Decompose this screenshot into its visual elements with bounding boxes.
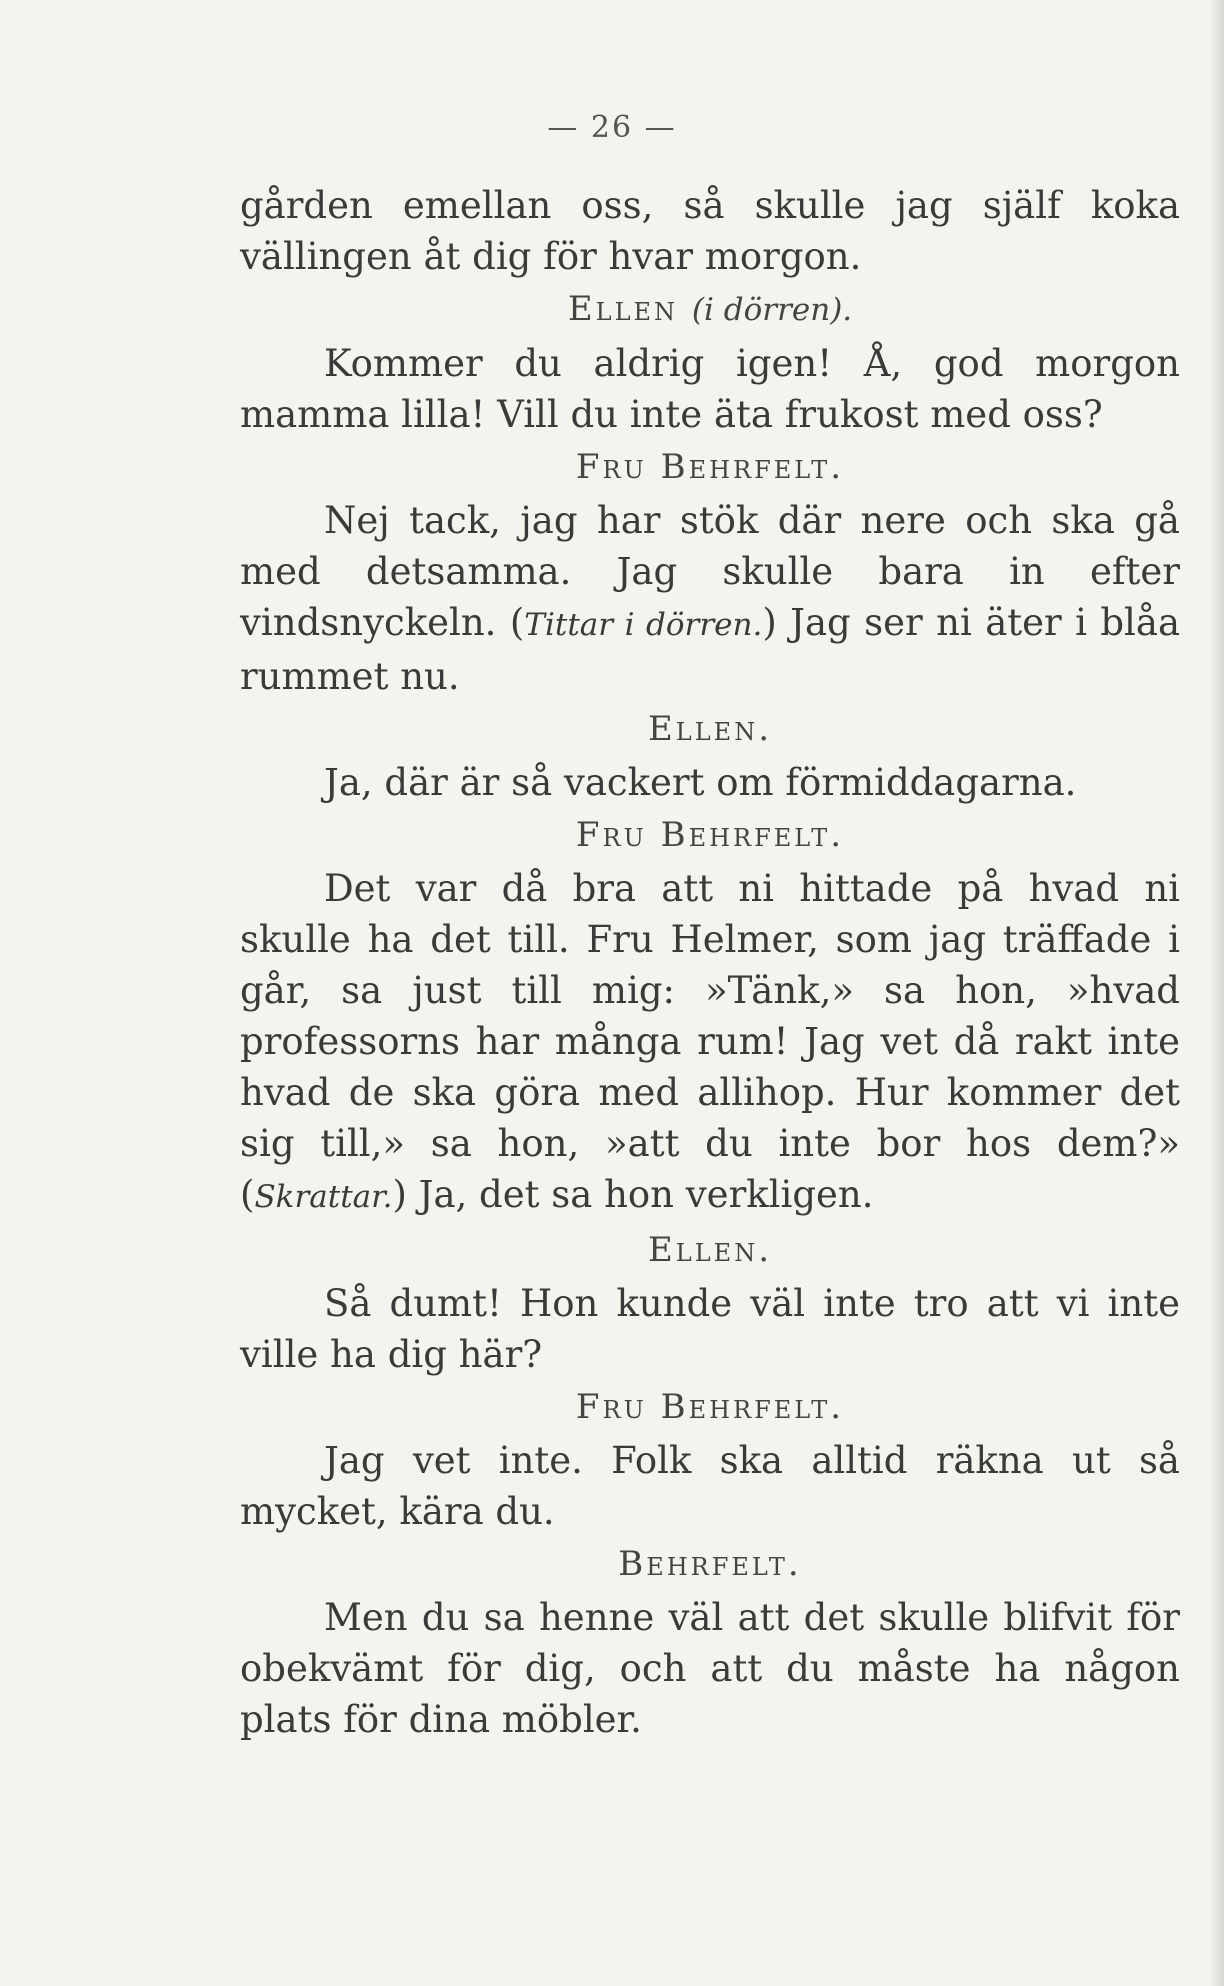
dialogue-paragraph	[240, 495, 1180, 702]
speaker-name	[240, 1382, 1180, 1433]
play-text	[240, 180, 1180, 1745]
dialogue-paragraph	[240, 1278, 1180, 1380]
speaker-label: Fru Behrfelt.	[575, 1387, 845, 1427]
dialogue-paragraph	[240, 180, 1180, 282]
dialogue-text: (	[509, 601, 525, 644]
speaker-name	[240, 284, 1180, 336]
dialogue-text: gården emellan oss, så skulle jag själf koka vällingen åt dig för hvar morgon.	[240, 184, 1180, 278]
page-number: — 26 —	[547, 110, 677, 145]
dialogue-text: Men du sa henne väl att det skulle blifvit för obekvämt för dig, och att du måste ha någon plats för dina möbler.	[240, 1596, 1180, 1741]
speaker-name	[240, 442, 1180, 493]
dialogue-text: Ja, där är så vackert om förmiddagarna.	[324, 761, 1077, 804]
dialogue-text: Kommer du aldrig igen! Å, god morgon mamma lilla! Vill du inte äta frukost med oss?	[240, 342, 1180, 436]
speaker-name	[240, 810, 1180, 861]
dialogue-text: Så dumt! Hon kunde väl inte tro att vi inte ville ha dig här?	[240, 1282, 1180, 1376]
dialogue-paragraph	[240, 757, 1180, 808]
dialogue-text: ) Ja, det sa hon verkligen.	[392, 1173, 874, 1216]
dialogue-text: Jag vet inte. Folk ska alltid räkna ut så mycket, kära du.	[240, 1439, 1180, 1533]
dialogue-text: Det var då bra att ni hittade på hvad ni skulle ha det till. Fru Helmer, som jag träffade i går, sa just till mig: »Tänk,» sa hon, »hvad professorns har många rum! Jag vet då rakt inte hvad de ska göra med allihop. Hur kommer det sig till,» sa hon, »att du inte bor hos dem?» (	[240, 867, 1180, 1216]
stage-direction: Skrattar.	[254, 1179, 393, 1215]
speaker-name	[240, 1225, 1180, 1276]
dialogue-text: Nej tack, jag har stök där nere och ska gå med detsamma. Jag skulle bara in efter vindsnyckeln.	[240, 499, 1180, 644]
speaker-label: Fru Behrfelt.	[575, 447, 845, 487]
stage-direction: Tittar i dörren.	[524, 607, 763, 643]
dialogue-paragraph	[240, 1435, 1180, 1537]
dialogue-text: ) Jag ser ni äter i blåa rummet nu.	[240, 601, 1180, 698]
speaker-label: Behrfelt.	[618, 1544, 802, 1584]
speaker-label: Ellen.	[647, 1230, 773, 1270]
speaker-name	[240, 704, 1180, 755]
page-edge	[1210, 0, 1224, 1986]
speaker-label: Ellen	[567, 289, 679, 329]
dialogue-paragraph	[240, 338, 1180, 440]
stage-direction: (i dörren).	[691, 292, 853, 328]
dialogue-paragraph	[240, 863, 1180, 1223]
speaker-label: Fru Behrfelt.	[575, 815, 845, 855]
speaker-label: Ellen.	[647, 709, 773, 749]
speaker-name	[240, 1539, 1180, 1590]
dialogue-paragraph	[240, 1592, 1180, 1745]
